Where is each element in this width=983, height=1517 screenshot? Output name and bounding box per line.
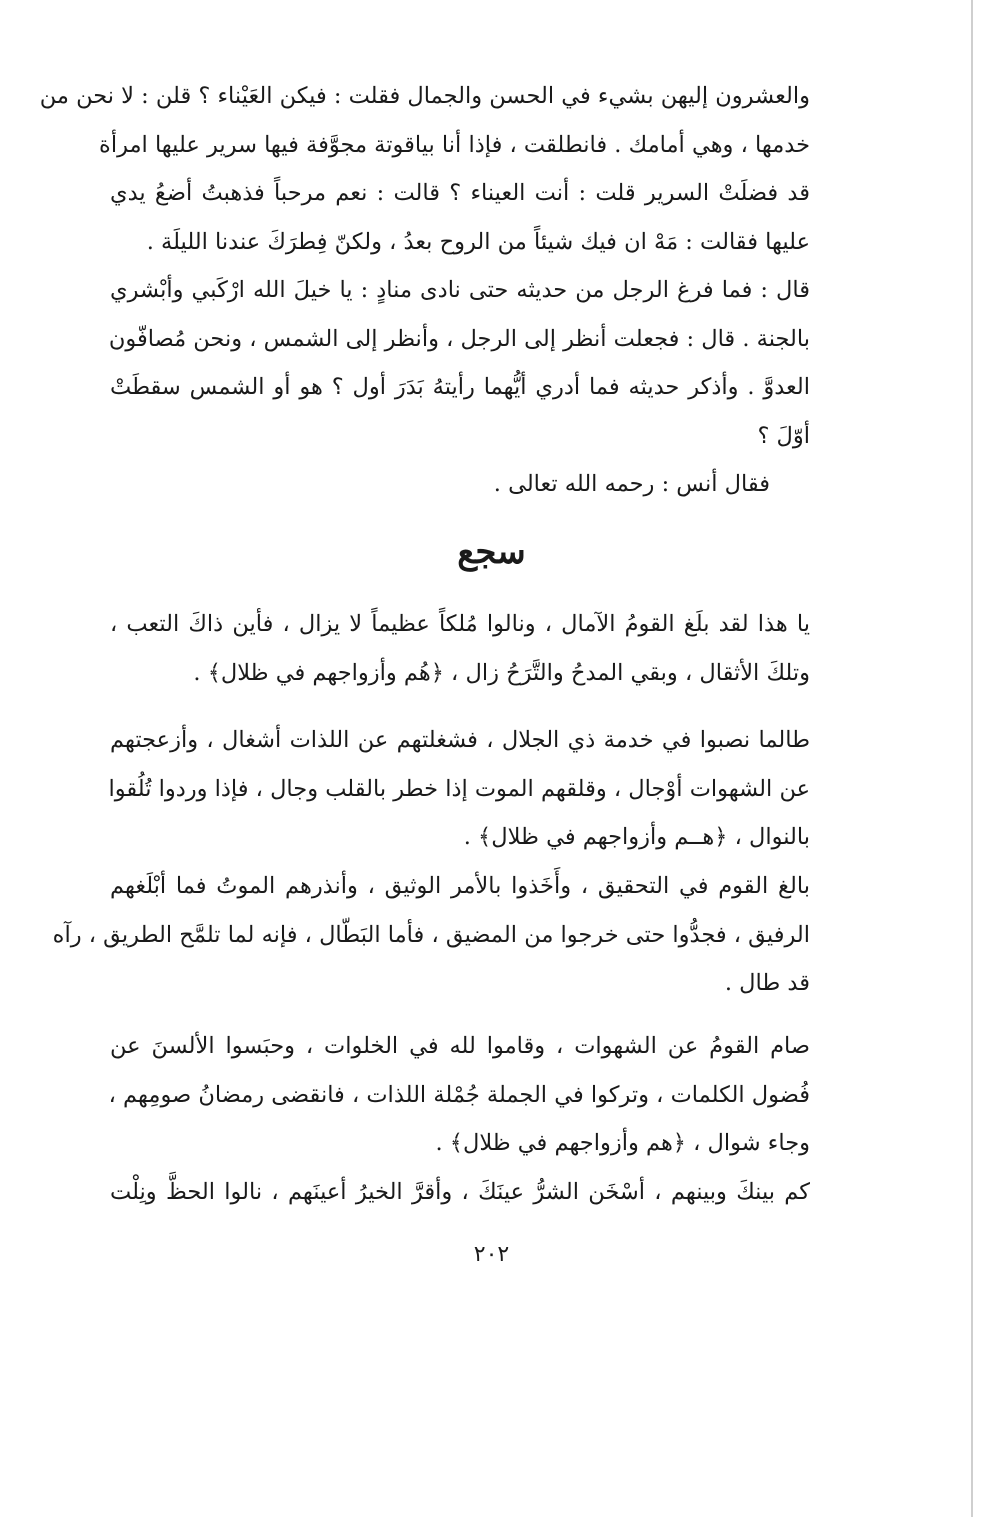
text-line: فُضول الكلمات ، وتركوا في الجملة جُمْلة اللذات ، فانقضى رمضانُ صومِهم ، (108, 1081, 810, 1108)
text-line: صام القومُ عن الشهوات ، وقاموا لله في الخلوات ، وحبَسوا الألسنَ عن (110, 1033, 810, 1059)
text-line: كم بينكَ وبينهم ، أسْخَن الشرُّ عينَكَ ، وأقرَّ الخيرُ أعينَهم ، نالوا الحظَّ ونِلْت (110, 1179, 810, 1205)
paragraph-1 (39, 72, 810, 266)
text-line: بالجنة . قال : فجعلت أنظر إلى الرجل ، وأنظر إلى الشمس ، ونحن مُصافّون (108, 325, 810, 352)
text-line: أوّلَ ؟ (757, 422, 810, 449)
paragraph-8 (110, 1168, 810, 1217)
paragraph-7 (110, 1022, 810, 1168)
text-line: والعشرون إليهن بشيء في الحسن والجمال فقلت : فيكن العَيْناء ؟ قلن : لا نحن من (39, 83, 810, 109)
text-line: يا هذا لقد بلَغ القومُ الآمال ، ونالوا مُلكاً عظيماً لا يزال ، فأين ذاكَ التعب ، (110, 611, 810, 637)
section-heading: سجع (457, 532, 526, 572)
page-number: ٢٠٢ (473, 1242, 510, 1267)
text-line: بالنوال ، ﴿هــم وأزواجهم في ظلال﴾ . (463, 824, 810, 850)
text-line: وجاء شوال ، ﴿هم وأزواجهم في ظلال﴾ . (435, 1130, 810, 1156)
paragraph-4 (110, 600, 810, 697)
paragraph-2 (110, 266, 810, 460)
text-line: بالغ القوم في التحقيق ، وأَخَذوا بالأمر الوثيق ، وأنذرهم الموتُ فما أبْلَغهم (110, 873, 810, 899)
paragraph-6 (52, 862, 810, 1008)
text-line: الرفيق ، فجدُّوا حتى خرجوا من المضيق ، فأما البَطّال ، فإنه لما تلمَّح الطريق ، رآه (52, 921, 810, 948)
text-line: فقال أنس : رحمه الله تعالى . (493, 471, 770, 497)
text-line: قال : فما فرغ الرجل من حديثه حتى نادى منادٍ : يا خيلَ الله ارْكَبي وأبْشري (110, 277, 810, 303)
page-edge-line (971, 0, 973, 1517)
text-line: عليها فقالت : مَهْ ان فيك شيئاً من الروح بعدُ ، ولكنّ فِطرَكَ عندنا الليلَة . (146, 228, 810, 255)
paragraph-5 (110, 716, 810, 862)
text-line: العدوَّ . وأذكر حديثه فما أدري أيُّهما رأيتهُ بَدَرَ أول ؟ هو أو الشمس سقطَتْ (110, 374, 810, 400)
paragraph-3 (110, 460, 810, 509)
text-line: قد فضلَتْ السرير قلت : أنت العيناء ؟ قالت : نعم مرحباً فذهبتُ أضعُ يدي (110, 180, 810, 206)
text-line: خدمها ، وهي أمامك . فانطلقت ، فإذا أنا بياقوتة مجوَّفة فيها سرير عليها امرأة (99, 131, 810, 158)
text-line: عن الشهوات أوْجال ، وقلقهم الموت إذا خطر بالقلب وجال ، فإذا وردوا تُلُقوا (108, 775, 810, 802)
text-line: قد طال . (724, 970, 810, 996)
text-line: طالما نصبوا في خدمة ذي الجلال ، فشغلتهم عن اللذات أشغال ، وأزعجتهم (110, 727, 810, 753)
text-line: وتلكَ الأثقال ، وبقي المدحُ والتَّرَحُ زال ، ﴿هُم وأزواجهم في ظلال﴾ . (193, 659, 810, 686)
